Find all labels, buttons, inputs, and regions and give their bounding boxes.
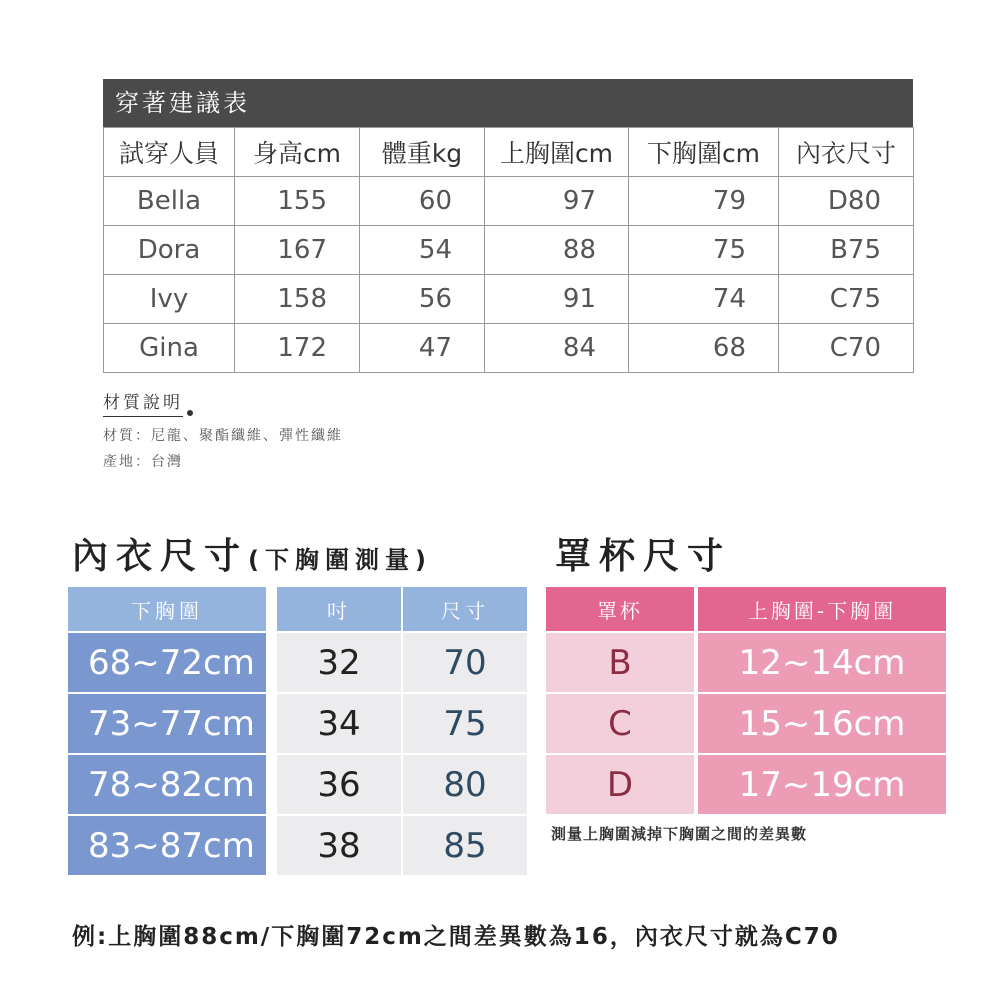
bra-size-cell: 80 <box>403 755 527 814</box>
tryon-upper-bust-cell: 88 <box>485 226 629 275</box>
tryon-col-header: 身高cm <box>235 128 360 177</box>
bra-underbust-cell: 78~82cm <box>68 755 266 814</box>
cup-measure-note: 測量上胸圍減掉下胸圍之間的差異數 <box>551 825 808 843</box>
tryon-weight-cell: 47 <box>360 324 485 373</box>
tryon-bra-size-cell: C70 <box>779 324 914 373</box>
tryon-col-header: 體重kg <box>360 128 485 177</box>
table-row <box>104 177 914 226</box>
bra-size-heading <box>72 528 432 579</box>
bra-size-heading-main: 內衣尺寸 <box>72 536 249 577</box>
tryon-height-cell: 155 <box>235 177 360 226</box>
bra-header-size: 尺寸 <box>403 587 527 631</box>
tryon-name-cell: Ivy <box>104 275 235 324</box>
bra-header-inch: 吋 <box>277 587 401 631</box>
tryon-weight-cell: 56 <box>360 275 485 324</box>
bra-size-heading-sub: (下胸圍測量) <box>248 546 432 574</box>
cup-header-difference: 上胸圍-下胸圍 <box>698 587 946 631</box>
cup-range-cell: 15~16cm <box>698 694 946 753</box>
tryon-bra-size-cell: D80 <box>779 177 914 226</box>
bra-header-underbust: 下胸圍 <box>68 587 266 631</box>
tryon-upper-bust-cell: 97 <box>485 177 629 226</box>
cup-header-cup: 罩杯 <box>546 587 694 631</box>
tryon-under-bust-cell: 75 <box>629 226 779 275</box>
cup-letter-cell: B <box>546 633 694 692</box>
tryon-under-bust-cell: 79 <box>629 177 779 226</box>
cup-letter-cell: C <box>546 694 694 753</box>
tryon-table-title: 穿著建議表 <box>103 79 913 127</box>
tryon-height-cell: 172 <box>235 324 360 373</box>
tryon-col-header: 內衣尺寸 <box>779 128 914 177</box>
material-section <box>103 388 343 471</box>
tryon-col-header: 試穿人員 <box>104 128 235 177</box>
tryon-upper-bust-cell: 91 <box>485 275 629 324</box>
bra-inch-cell: 38 <box>277 816 401 875</box>
bra-size-cell: 70 <box>403 633 527 692</box>
tryon-name-cell: Dora <box>104 226 235 275</box>
cup-size-heading: 罩杯尺寸 <box>555 536 732 577</box>
bra-inch-cell: 32 <box>277 633 401 692</box>
bra-underbust-cell: 73~77cm <box>68 694 266 753</box>
bra-underbust-cell: 68~72cm <box>68 633 266 692</box>
cup-letter-cell: D <box>546 755 694 814</box>
table-row <box>104 275 914 324</box>
tryon-bra-size-cell: B75 <box>779 226 914 275</box>
bullet-dot-icon <box>187 410 193 416</box>
material-composition: 材質：尼龍、聚酯纖維、彈性纖維 <box>103 428 343 444</box>
size-example-text: 例:上胸圍88cm/下胸圍72cm之間差異數為16，內衣尺寸就為C70 <box>72 924 840 950</box>
table-row <box>104 324 914 373</box>
tryon-col-header: 上胸圍cm <box>485 128 629 177</box>
tryon-weight-cell: 60 <box>360 177 485 226</box>
table-row <box>104 226 914 275</box>
bra-size-cell: 75 <box>403 694 527 753</box>
tryon-bra-size-cell: C75 <box>779 275 914 324</box>
tryon-under-bust-cell: 68 <box>629 324 779 373</box>
bra-underbust-cell: 83~87cm <box>68 816 266 875</box>
tryon-table-section <box>103 79 913 373</box>
material-title: 材質說明 <box>103 388 183 417</box>
cup-range-cell: 12~14cm <box>698 633 946 692</box>
tryon-header-row <box>104 128 914 177</box>
tryon-table <box>103 127 914 373</box>
bra-size-cell: 85 <box>403 816 527 875</box>
tryon-col-header: 下胸圍cm <box>629 128 779 177</box>
tryon-name-cell: Bella <box>104 177 235 226</box>
bra-inch-cell: 36 <box>277 755 401 814</box>
tryon-weight-cell: 54 <box>360 226 485 275</box>
tryon-height-cell: 167 <box>235 226 360 275</box>
tryon-under-bust-cell: 74 <box>629 275 779 324</box>
cup-range-cell: 17~19cm <box>698 755 946 814</box>
material-origin: 產地：台灣 <box>103 454 183 470</box>
tryon-upper-bust-cell: 84 <box>485 324 629 373</box>
bra-inch-cell: 34 <box>277 694 401 753</box>
tryon-name-cell: Gina <box>104 324 235 373</box>
tryon-height-cell: 158 <box>235 275 360 324</box>
